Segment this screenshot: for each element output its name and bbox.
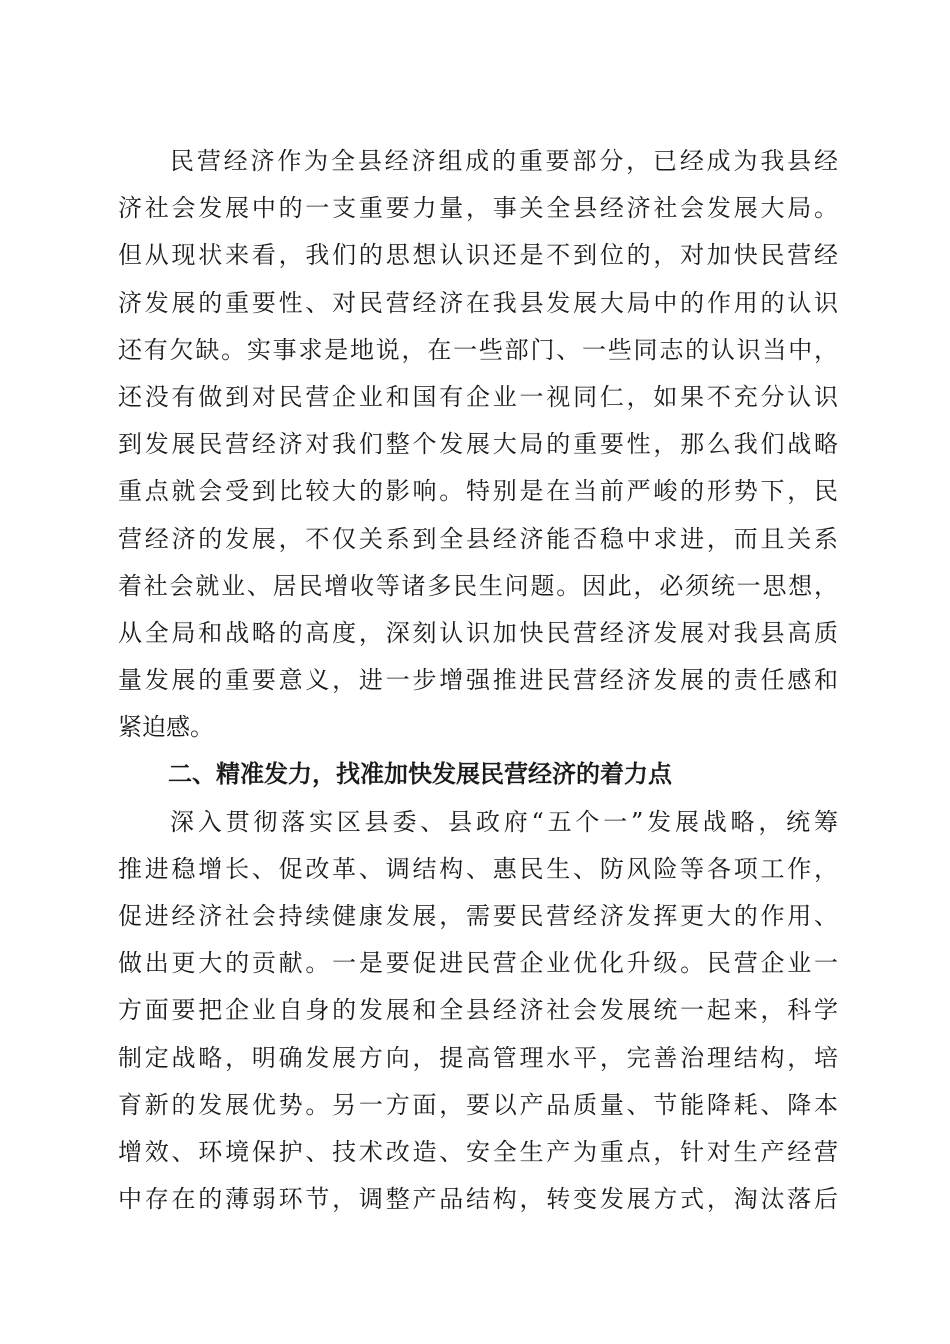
paragraph-line: 方面要把企业自身的发展和全县经济社会发展统一起来，科学 <box>118 996 838 1025</box>
paragraph-line: 量发展的重要意义，进一步增强推进民营经济发展的责任感和 <box>118 666 838 695</box>
paragraph-1 <box>118 138 838 751</box>
paragraph-line: 但从现状来看，我们的思想认识还是不到位的，对加快民营经 <box>118 241 838 270</box>
document-body <box>118 138 838 1223</box>
paragraph-line: 还有欠缺。实事求是地说，在一些部门、一些同志的认识当中， <box>118 335 838 364</box>
paragraph-line: 制定战略，明确发展方向，提高管理水平，完善治理结构，培 <box>118 1043 838 1072</box>
paragraph-line: 到发展民营经济对我们整个发展大局的重要性，那么我们战略 <box>118 430 838 459</box>
paragraph-line: 还没有做到对民营企业和国有企业一视同仁，如果不充分认识 <box>118 382 838 411</box>
paragraph-line: 从全局和战略的高度，深刻认识加快民营经济发展对我县高质 <box>118 618 838 647</box>
paragraph-line: 增效、环境保护、技术改造、安全生产为重点，针对生产经营 <box>118 1137 838 1166</box>
paragraph-line: 着社会就业、居民增收等诸多民生问题。因此，必须统一思想， <box>118 571 838 600</box>
paragraph-line: 促进经济社会持续健康发展，需要民营经济发挥更大的作用、 <box>118 902 838 930</box>
paragraph-line: 营经济的发展，不仅关系到全县经济能否稳中求进，而且关系 <box>118 524 838 553</box>
paragraph-2 <box>118 799 838 1224</box>
paragraph-line: 济发展的重要性、对民营经济在我县发展大局中的作用的认识 <box>118 288 838 317</box>
paragraph-line: 重点就会受到比较大的影响。特别是在当前严峻的形势下，民 <box>118 477 838 506</box>
section-heading: 二、精准发力，找准加快发展民营经济的着力点 <box>168 760 672 789</box>
paragraph-line: 做出更大的贡献。一是要促进民营企业优化升级。民营企业一 <box>118 949 838 978</box>
paragraph-line: 民营经济作为全县经济组成的重要部分，已经成为我县经 <box>170 147 838 175</box>
paragraph-line: 紧迫感。 <box>118 713 214 742</box>
paragraph-line: 中存在的薄弱环节，调整产品结构，转变发展方式，淘汰落后 <box>118 1185 838 1214</box>
paragraph-line: 育新的发展优势。另一方面，要以产品质量、节能降耗、降本 <box>118 1090 838 1119</box>
paragraph-line: 深入贯彻落实区县委、县政府“五个一”发展战略，统筹 <box>170 807 838 836</box>
paragraph-line: 济社会发展中的一支重要力量，事关全县经济社会发展大局。 <box>118 194 838 223</box>
paragraph-line: 推进稳增长、促改革、调结构、惠民生、防风险等各项工作， <box>118 854 838 883</box>
